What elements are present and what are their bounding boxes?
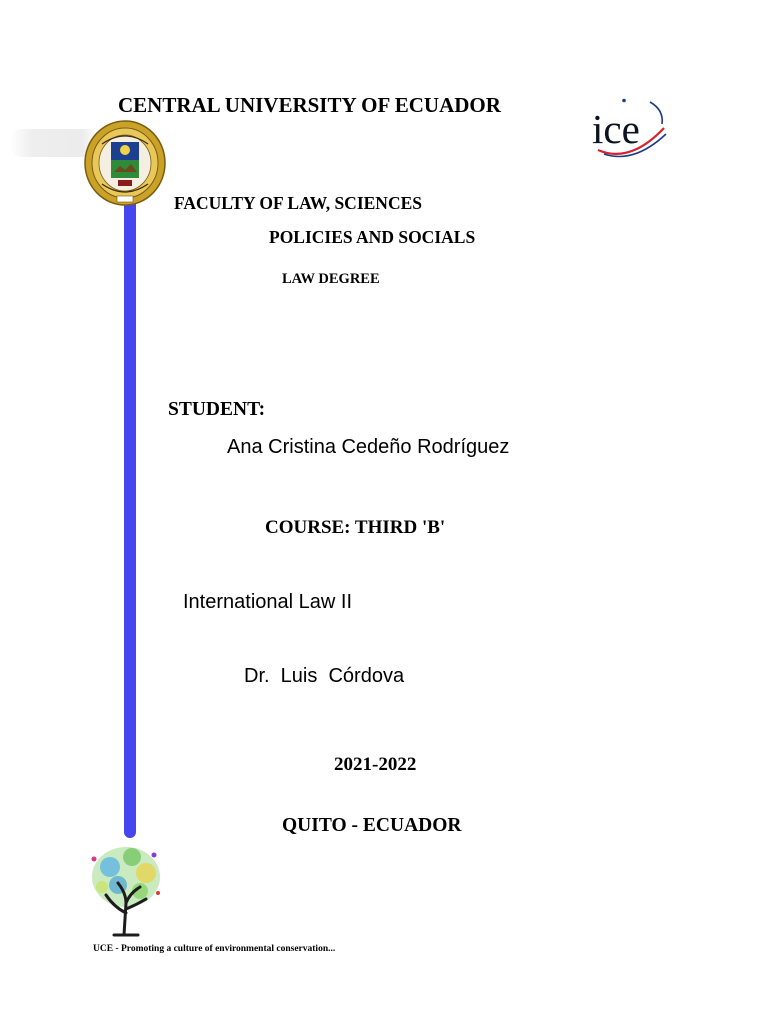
subject-name: International Law II <box>183 591 352 613</box>
footer-slogan: UCE - Promoting a culture of environmental conservation... <box>93 944 336 954</box>
environment-tree-icon <box>84 843 166 939</box>
university-title: CENTRAL UNIVERSITY OF ECUADOR <box>118 93 501 117</box>
blue-accent-bar <box>124 186 136 838</box>
academic-years: 2021-2022 <box>334 754 417 775</box>
student-label: STUDENT: <box>168 399 266 420</box>
faculty-line-2: POLICIES AND SOCIALS <box>269 227 476 247</box>
degree-label: LAW DEGREE <box>282 271 380 287</box>
faculty-line-1: FACULTY OF LAW, SCIENCES <box>174 193 422 213</box>
student-name: Ana Cristina Cedeño Rodríguez <box>227 436 510 458</box>
ice-logo-text: ice <box>592 106 640 152</box>
teacher-name: Dr. Luis Córdova <box>244 665 405 687</box>
city-country: QUITO - ECUADOR <box>282 815 462 836</box>
university-seal-icon <box>84 120 166 206</box>
course-label: COURSE: THIRD 'B' <box>265 517 446 538</box>
